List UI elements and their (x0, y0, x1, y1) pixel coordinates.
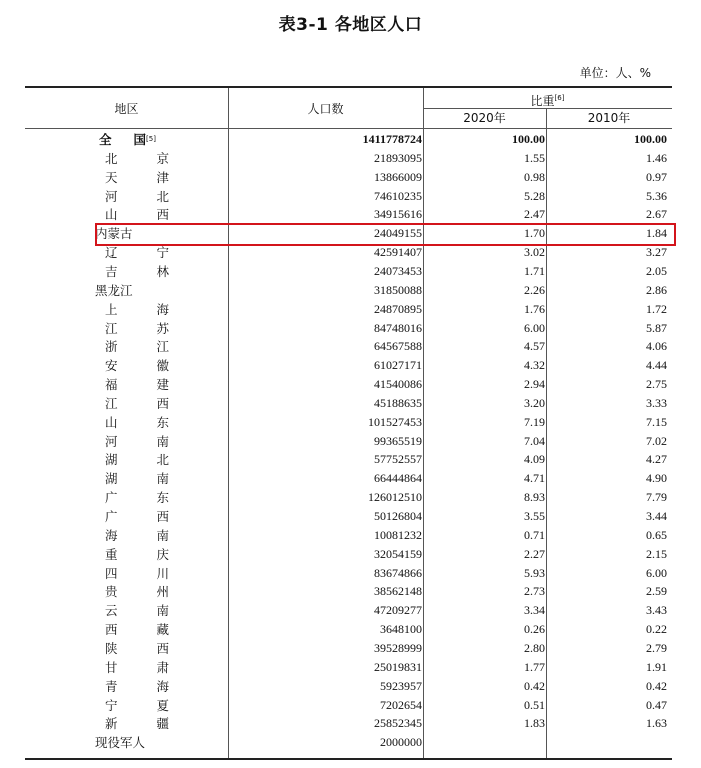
table-row (25, 149, 672, 168)
region-char: 福 (105, 377, 118, 393)
region-cell (105, 168, 169, 187)
ratio-2020-cell: 3.20 (524, 395, 545, 410)
region-char: 京 (156, 150, 169, 166)
unit-label: 单位：人、% (579, 66, 651, 80)
footnote-marker: [5] (146, 135, 156, 143)
ratio-2010-cell: 3.43 (646, 603, 667, 618)
table-row (25, 582, 672, 601)
ratio-2020-cell: 4.09 (524, 452, 545, 467)
table-row (25, 714, 672, 733)
ratio-2020-cell: 0.98 (524, 169, 545, 184)
region-cell (105, 262, 169, 281)
region-cell (99, 130, 169, 149)
region-char: 重 (105, 546, 118, 562)
population-cell: 42591407 (374, 245, 422, 260)
population-table (25, 86, 672, 760)
ratio-2020-cell: 3.55 (524, 509, 545, 523)
region-char: 南 (156, 603, 169, 619)
ratio-2010-cell: 0.47 (646, 697, 667, 712)
region-char: 河 (105, 433, 118, 449)
table-row (25, 432, 672, 451)
table-row (25, 601, 672, 620)
ratio-2010-cell: 1.63 (646, 716, 667, 731)
region-char: 上 (105, 301, 118, 317)
region-cell (105, 526, 169, 545)
region-char: 苏 (156, 320, 169, 336)
table-row (25, 394, 672, 413)
region-cell (105, 187, 169, 206)
table-row (25, 300, 672, 319)
region-cell (105, 375, 169, 394)
population-cell: 45188635 (374, 395, 422, 410)
ratio-2020-cell: 1.76 (524, 301, 545, 316)
ratio-2010-cell: 2.79 (646, 640, 667, 655)
region-char: 广 (105, 509, 118, 524)
population-cell: 34915616 (374, 207, 422, 222)
population-cell: 101527453 (368, 414, 422, 429)
table-row (25, 526, 672, 545)
region-char: 夏 (156, 697, 169, 713)
region-cell (105, 356, 169, 375)
ratio-2010-cell: 1.91 (646, 659, 667, 674)
ratio-2010-cell: 6.00 (646, 565, 667, 580)
region-char: 云 (105, 603, 118, 619)
region-cell (105, 545, 169, 564)
region-cell (105, 149, 169, 168)
population-cell: 21893095 (374, 150, 422, 165)
population-cell: 7202654 (380, 697, 422, 712)
region-cell (105, 677, 169, 696)
table-row (25, 205, 672, 224)
table-row (25, 507, 672, 526)
ratio-2020-cell: 4.71 (524, 471, 545, 486)
region-char: 天 (105, 169, 118, 185)
highlight-box (95, 223, 676, 246)
region-cell (105, 488, 169, 507)
population-cell: 99365519 (374, 433, 422, 448)
ratio-2010-cell: 2.05 (646, 263, 667, 278)
table-row (25, 262, 672, 281)
population-cell: 24870895 (374, 301, 422, 316)
table-row (25, 469, 672, 488)
ratio-2010-cell: 2.15 (646, 546, 667, 561)
ratio-2010-cell: 2.59 (646, 584, 667, 599)
population-cell: 61027171 (374, 358, 422, 373)
ratio-2010-cell: 2.67 (646, 207, 667, 222)
population-cell: 13866009 (374, 169, 422, 184)
region-char: 浙 (105, 339, 118, 355)
header-2020: 2020年 (463, 111, 506, 125)
region-cell (105, 432, 169, 451)
region-cell (105, 450, 169, 469)
population-cell: 25019831 (374, 659, 422, 674)
table-row (25, 488, 672, 507)
region-cell (105, 564, 169, 583)
region-cell (105, 394, 169, 413)
region-char: 肃 (156, 659, 169, 675)
ratio-2020-cell: 0.71 (524, 527, 545, 542)
region-cell (105, 319, 169, 338)
population-cell: 74610235 (374, 188, 422, 203)
region-char: 北 (156, 452, 169, 468)
ratio-2010-cell: 100.00 (634, 132, 667, 146)
region-char: 安 (105, 358, 118, 374)
region-label: 内蒙古 (95, 226, 133, 242)
ratio-2010-cell: 3.33 (646, 395, 667, 410)
ratio-2010-cell: 4.27 (646, 452, 667, 467)
ratio-2020-cell: 0.51 (524, 697, 545, 712)
region-cell (105, 469, 169, 488)
region-char: 河 (105, 188, 118, 204)
region-char: 陕 (105, 640, 118, 656)
table-row (25, 545, 672, 564)
region-label: 黑龙江 (95, 282, 133, 298)
ratio-2020-cell: 5.28 (524, 188, 545, 203)
ratio-2020-cell: 1.70 (524, 226, 545, 241)
region-cell (105, 639, 169, 658)
population-cell: 41540086 (374, 377, 422, 392)
ratio-2020-cell: 3.34 (524, 603, 545, 618)
region-cell (105, 582, 169, 601)
ratio-2020-cell: 7.19 (524, 414, 545, 429)
ratio-2020-cell: 2.26 (524, 282, 545, 297)
region-char: 林 (156, 263, 169, 279)
population-cell: 39528999 (374, 640, 422, 655)
population-cell: 5923957 (380, 678, 422, 693)
table-row (25, 450, 672, 469)
ratio-2020-cell: 1.55 (524, 150, 545, 165)
ratio-2020-cell: 3.02 (524, 245, 545, 260)
table-row (25, 281, 672, 300)
ratio-2010-cell: 1.84 (646, 226, 667, 241)
ratio-2010-cell: 1.46 (646, 150, 667, 165)
population-cell: 50126804 (374, 509, 422, 523)
ratio-2010-cell: 3.27 (646, 245, 667, 260)
ratio-2010-cell: 7.02 (646, 433, 667, 448)
header-ratio-note: [6] (554, 94, 565, 102)
population-cell: 66444864 (374, 471, 422, 486)
table-row (25, 375, 672, 394)
population-cell: 38562148 (374, 584, 422, 599)
region-cell (105, 413, 169, 432)
region-char: 辽 (105, 245, 118, 261)
ratio-2020-cell: 2.94 (524, 377, 545, 392)
population-cell: 24073453 (374, 263, 422, 278)
region-char: 宁 (105, 697, 118, 713)
ratio-2010-cell: 0.22 (646, 622, 667, 637)
region-char: 湖 (105, 471, 118, 487)
region-char: 山 (105, 207, 118, 223)
region-char: 四 (105, 565, 118, 581)
region-cell (105, 620, 169, 639)
population-cell: 1411778724 (362, 132, 422, 146)
region-char: 海 (156, 301, 169, 317)
region-char: 广 (105, 490, 118, 506)
header-region: 地区 (114, 102, 139, 116)
region-char: 庆 (156, 546, 169, 562)
table-row (25, 319, 672, 338)
region-char: 南 (156, 527, 169, 543)
ratio-2010-cell: 4.44 (646, 358, 667, 373)
region-char: 江 (105, 320, 118, 336)
table-row (25, 564, 672, 583)
region-char: 北 (156, 188, 169, 204)
ratio-2020-cell: 4.32 (524, 358, 545, 373)
region-cell (95, 281, 133, 300)
region-char: 川 (156, 565, 169, 581)
population-cell: 47209277 (374, 603, 422, 618)
ratio-2020-cell: 2.27 (524, 546, 545, 561)
ratio-2020-cell: 2.80 (524, 640, 545, 655)
header-ratio-label: 比重 (530, 94, 555, 108)
region-cell (105, 714, 169, 733)
population-cell: 31850088 (374, 282, 422, 297)
region-char: 州 (156, 584, 169, 600)
population-cell: 2000000 (380, 735, 422, 750)
ratio-2020-cell: 0.26 (524, 622, 545, 637)
ratio-2020-cell: 2.47 (524, 207, 545, 222)
region-cell (105, 337, 169, 356)
table-row (25, 620, 672, 639)
ratio-2020-cell: 2.73 (524, 584, 545, 599)
region-char: 贵 (105, 584, 118, 600)
table-title: 表3-1 各地区人口 (278, 15, 423, 35)
region-char: 西 (156, 395, 169, 411)
region-char: 东 (156, 414, 169, 430)
region-char: 海 (105, 527, 118, 543)
ratio-2020-cell: 1.71 (524, 263, 545, 278)
table-row (25, 356, 672, 375)
region-char: 西 (156, 640, 169, 656)
ratio-2020-cell: 100.00 (512, 132, 545, 146)
region-char: 建 (156, 377, 169, 393)
table-row (25, 413, 672, 432)
ratio-2020-cell: 1.83 (524, 716, 545, 731)
region-char: 国 (133, 132, 147, 147)
region-char: 海 (156, 678, 169, 694)
region-label: 现役军人 (95, 735, 146, 751)
population-cell: 57752557 (374, 452, 422, 467)
ratio-2020-cell: 7.04 (524, 433, 545, 448)
region-char: 新 (105, 716, 118, 732)
ratio-2010-cell: 3.44 (646, 509, 667, 523)
region-char: 青 (105, 678, 118, 694)
ratio-2010-cell: 0.97 (646, 169, 667, 184)
region-char: 江 (156, 339, 169, 355)
ratio-2020-cell: 0.42 (524, 678, 545, 693)
region-char: 西 (156, 207, 169, 223)
ratio-2010-cell: 2.86 (646, 282, 667, 297)
ratio-2020-cell: 8.93 (524, 490, 545, 505)
ratio-2020-cell: 6.00 (524, 320, 545, 335)
population-cell: 64567588 (374, 339, 422, 354)
region-char: 东 (156, 490, 169, 506)
header-population: 人口数 (307, 102, 344, 116)
region-char: 疆 (156, 716, 169, 732)
population-cell: 83674866 (374, 565, 422, 580)
ratio-2020-cell: 5.93 (524, 565, 545, 580)
region-char: 南 (156, 471, 169, 487)
region-char: 湖 (105, 452, 118, 468)
region-char: 津 (156, 169, 169, 185)
ratio-2010-cell: 4.06 (646, 339, 667, 354)
region-char: 藏 (156, 622, 169, 638)
region-char: 宁 (156, 245, 169, 261)
population-cell: 84748016 (374, 320, 422, 335)
region-char: 甘 (105, 659, 118, 675)
ratio-2010-cell: 5.36 (646, 188, 667, 203)
table-row (25, 130, 672, 149)
table-row (25, 696, 672, 715)
region-char: 北 (105, 150, 118, 166)
table-row (25, 658, 672, 677)
region-cell (105, 658, 169, 677)
region-char: 西 (156, 509, 169, 524)
region-cell (105, 205, 169, 224)
region-cell (105, 300, 169, 319)
ratio-2010-cell: 7.15 (646, 414, 667, 429)
ratio-2010-cell: 2.75 (646, 377, 667, 392)
ratio-2010-cell: 5.87 (646, 320, 667, 335)
population-cell: 24049155 (374, 226, 422, 241)
population-cell: 32054159 (374, 546, 422, 561)
population-cell: 10081232 (374, 527, 422, 542)
header-2010: 2010年 (587, 111, 631, 125)
population-cell: 25852345 (374, 716, 422, 731)
region-cell (105, 601, 169, 620)
population-cell: 126012510 (368, 490, 422, 505)
table-row (25, 337, 672, 356)
table-row (25, 677, 672, 696)
ratio-2010-cell: 1.72 (646, 301, 667, 316)
region-char: 南 (156, 433, 169, 449)
region-cell (95, 733, 145, 752)
header-divider (25, 128, 672, 129)
ratio-2020-cell: 1.77 (524, 659, 545, 674)
table-row (25, 168, 672, 187)
population-cell: 3648100 (380, 622, 422, 637)
table-row (25, 733, 672, 752)
ratio-2010-cell: 0.65 (646, 527, 667, 542)
region-char: 吉 (105, 263, 118, 279)
table-row (25, 639, 672, 658)
ratio-2020-cell: 4.57 (524, 339, 545, 354)
region-char: 全 (99, 132, 112, 147)
ratio-2010-cell: 0.42 (646, 678, 667, 693)
header-ratio (423, 90, 672, 109)
region-char: 山 (105, 414, 118, 430)
region-char: 西 (105, 622, 118, 638)
ratio-2010-cell: 7.79 (646, 490, 667, 505)
region-char: 江 (105, 395, 118, 411)
table-row (25, 187, 672, 206)
region-char: 徽 (156, 358, 169, 374)
region-cell (105, 696, 169, 715)
region-cell (105, 507, 169, 526)
ratio-2010-cell: 4.90 (646, 471, 667, 486)
